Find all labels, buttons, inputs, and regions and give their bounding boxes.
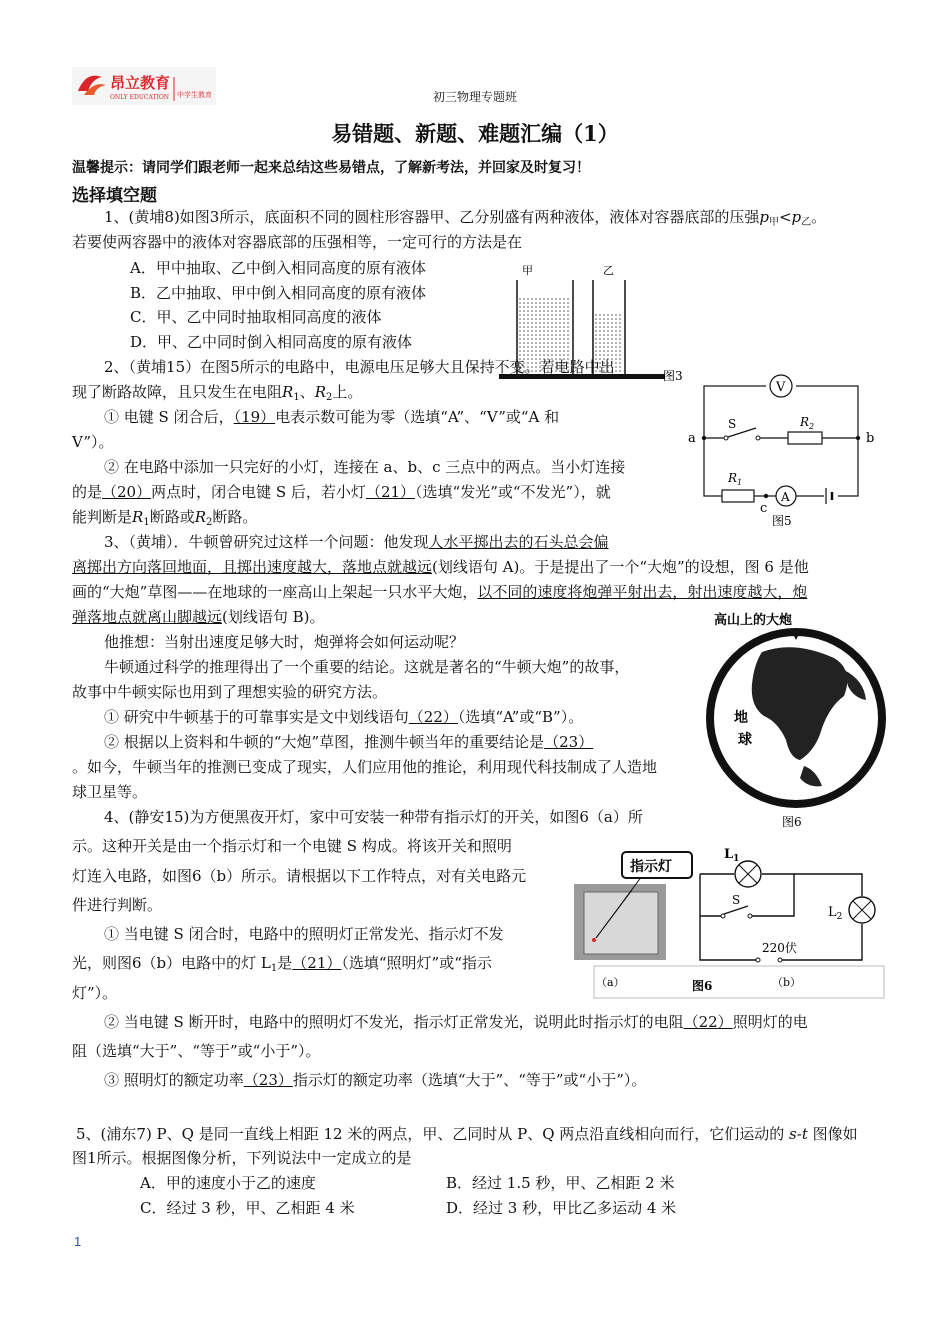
q3-line3: 画的“大炮”草图——在地球的一座高山上架起一只水平大炮，以不同的速度将炮弹平射出去，射出速度越大，炮 — [72, 583, 808, 601]
blank-20: （20） — [102, 483, 152, 501]
q5-option-c: C．经过 3 秒，甲、乙相距 4 米 — [140, 1199, 355, 1217]
q4-line10: ③ 照明灯的额定功率（23）指示灯的额定功率（选填“大于”、“等于”或“小于”）。 — [104, 1071, 647, 1089]
fig5-caption: 图5 — [772, 514, 792, 528]
ammeter-label: A — [781, 490, 790, 504]
q2-line3: ① 电键 S 闭合后，（19）电表示数可能为零（选填“A”、“V”或“A 和 — [104, 408, 560, 426]
earth-label-1: 地 — [734, 710, 748, 726]
q4-line8: ② 当电键 S 断开时，电路中的照明灯不发光，指示灯正常发光，说明此时指示灯的电阻（22）照明灯的电 — [104, 1013, 808, 1031]
indicator-dot — [592, 938, 596, 942]
q4-line9: 阻（选填“大于”、“等于”或“小于”）。 — [72, 1042, 321, 1060]
logo-sub: ONLY EDUCATION — [110, 94, 170, 101]
r2-label: $R_2$ — [800, 415, 815, 431]
point-a: a — [688, 431, 696, 446]
q5-line2: 图1所示。根据图像分析，下列说法中一定成立的是 — [72, 1149, 412, 1167]
q3-line2: 离掷出方向落回地面，且掷出速度越大，落地点就越远(划线语句 A)。于是提出了一个“大炮”的设想，图 6 是他 — [72, 558, 809, 576]
fig3-caption: 图3 — [663, 369, 683, 383]
course-header: 初三物理专题班 — [432, 90, 517, 104]
blank-23-q4: （23） — [243, 1071, 293, 1089]
q3-line5: 他推想：当射出速度足够大时，炮弹将会如何运动呢？ — [104, 633, 465, 651]
q5-line1: 5、(浦东7) P、Q 是同一直线上相距 12 米的两点，甲、乙同时从 P、Q 两点沿直线相向而行，它们运动的 s-t 图像如 — [76, 1125, 858, 1143]
blank-22-q3: （22） — [408, 708, 458, 726]
q3-line4: 弹落地点就离山脚越远(划线语句 B)。 — [72, 608, 325, 626]
point-b: b — [866, 431, 875, 446]
point-c: c — [760, 501, 768, 516]
section-title: 选择填空题 — [72, 186, 157, 206]
q3-line7: 故事中牛顿实际也用到了理想实验的研究方法。 — [72, 683, 388, 701]
q1-line1: 1、(黄埔8)如图3所示，底面积不同的圆柱形容器甲、乙分别盛有两种液体，液体对容器底部的压强$p_甲<p_乙$。 — [104, 208, 827, 228]
voltage-label: 220伏 — [762, 941, 797, 955]
q1-option-b: B．乙中抽取、甲中倒入相同高度的原有液体 — [130, 284, 427, 302]
fig6a-label: （a） — [596, 976, 625, 989]
fig6b-label: （b） — [772, 976, 802, 989]
q2-line2: 现了断路故障，且只发生在电阻$R_1$、$R_2$上。 — [72, 383, 363, 403]
cannon-title: 高山上的大炮 — [714, 613, 793, 628]
q4-line6: 光，则图6（b）电路中的灯 $L_1$是（21）（选填“照明灯”或“指示 — [72, 954, 492, 974]
blank-23-q3: （23） — [544, 733, 594, 751]
q1-line2: 若要使两容器中的液体对容器底部的压强相等，一定可行的方法是在 — [72, 233, 523, 251]
earth-label-2: 球 — [738, 732, 752, 748]
figure-5 — [684, 370, 884, 532]
figure-6-globe — [704, 610, 894, 832]
blank-22-q4: （22） — [683, 1013, 733, 1031]
q3-line11: 球卫星等。 — [72, 783, 148, 801]
blank-21: （21） — [365, 483, 416, 501]
figure-6-switch — [572, 840, 892, 1002]
q4-line3: 灯连入电路，如图6（b）所示。请根据以下工作特点，对有关电路元 — [72, 867, 527, 885]
voltmeter-label: V — [776, 380, 786, 395]
q1-option-d: D．甲、乙中同时倒入相同高度的原有液体 — [130, 333, 413, 351]
r1-label: $R_1$ — [728, 471, 743, 487]
q3-line6: 牛顿通过科学的推理得出了一个重要的结论。这就是著名的“牛顿大炮”的故事， — [104, 658, 630, 676]
q5-option-d: D．经过 3 秒，甲比乙多运动 4 米 — [446, 1199, 677, 1217]
q4-line5: ① 当电键 S 闭合时，电路中的照明灯正常发光、指示灯不发 — [104, 925, 504, 943]
q2-line4: V”）。 — [72, 433, 114, 451]
logo-tag: 中学生教育 — [177, 91, 212, 99]
q2-line5: ② 在电路中添加一只完好的小灯，连接在 a、b、c 三点中的两点。当小灯连接 — [104, 458, 626, 476]
q5-option-b: B．经过 1.5 秒，甲、乙相距 2 米 — [446, 1174, 675, 1192]
q4-line1: 4、(静安15)为方便黑夜开灯，家中可安装一种带有指示灯的开关，如图6（a）所 — [104, 808, 643, 826]
logo-text: 昂立教育 — [110, 74, 171, 92]
lamp-l1-label: $L_1$ — [724, 847, 740, 864]
switch-s-label: S — [732, 893, 741, 907]
fig3-label-jia: 甲 — [522, 264, 533, 277]
fig3-label-yi: 乙 — [603, 264, 614, 277]
fig6-caption: 图6 — [782, 815, 802, 829]
q3-line8: ① 研究中牛顿基于的可靠事实是文中划线语句（22）（选填“A”或“B”）。 — [104, 708, 584, 726]
q1-option-a: A．甲中抽取、乙中倒入相同高度的原有液体 — [130, 259, 426, 277]
switch-label: S — [728, 417, 737, 431]
q2-line7: 能判断是$R_1$断路或$R_2$断路。 — [72, 508, 258, 528]
q2-line6: 的是（20）两点时，闭合电键 S 后，若小灯（21）（选填“发光”或“不发光”），就 — [72, 483, 611, 501]
lamp-l2-label: $L_2$ — [828, 905, 843, 922]
q3-line9: ② 根据以上资料和牛顿的“大炮”草图，推测牛顿当年的重要结论是（23） — [104, 733, 594, 751]
q5-option-a: A．甲的速度小于乙的速度 — [140, 1174, 316, 1192]
q3-line10: 。如今，牛顿当年的推测已变成了现实，人们应用他的推论，利用现代科技制成了人造地 — [72, 758, 658, 776]
indicator-label: 指示灯 — [630, 859, 672, 875]
resistor-r2 — [788, 432, 822, 444]
blank-21-q4: （21） — [292, 954, 342, 972]
fig6-switch-caption: 图6 — [692, 979, 713, 993]
q2-line1: 2、（黄埔15）在图5所示的电路中，电源电压足够大且保持不变。若电路中出 — [104, 358, 615, 376]
page-number: 1 — [74, 1234, 82, 1249]
blank-19: （19） — [233, 408, 276, 426]
q4-line4: 件进行判断。 — [72, 896, 163, 914]
q4-line7: 灯”）。 — [72, 984, 118, 1002]
resistor-r1 — [722, 490, 754, 502]
page-title: 易错题、新题、难题汇编（1） — [331, 121, 619, 146]
q3-line1: 3、（黄埔）．牛顿曾研究过这样一个问题：他发现人水平掷出去的石头总会偏 — [104, 533, 609, 551]
q1-option-c: C．甲、乙中同时抽取相同高度的液体 — [130, 308, 382, 326]
q4-line2: 示。这种开关是由一个指示灯和一个电键 S 构成。将该开关和照明 — [72, 837, 512, 855]
tip-text: 温馨提示：请同学们跟老师一起来总结这些易错点，了解新考法，并回家及时复习！ — [72, 160, 590, 176]
